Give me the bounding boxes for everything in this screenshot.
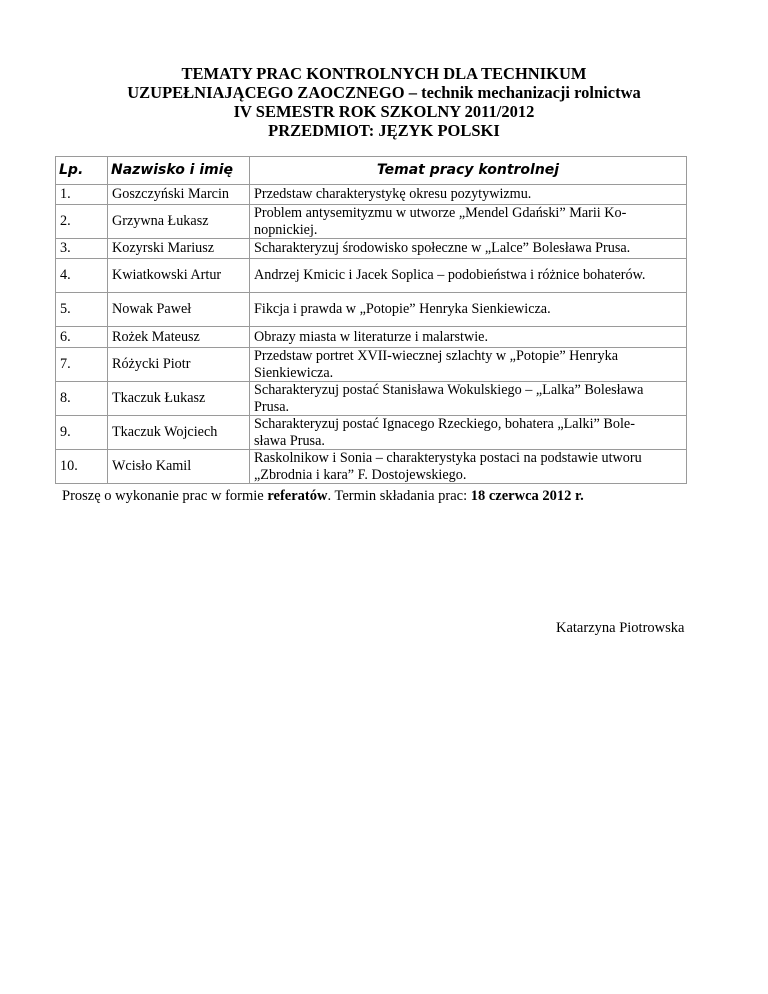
topic-line: Scharakteryzuj postać Stanisława Wokulskiego – „Lalka” Bolesława xyxy=(254,382,644,398)
student-name: Kozyrski Mariusz xyxy=(108,239,250,259)
student-name: Grzywna Łukasz xyxy=(108,205,250,239)
student-name: Wcisło Kamil xyxy=(108,450,250,484)
row-number: 1. xyxy=(56,185,108,205)
topic-line: Raskolnikow i Sonia – charakterystyka postaci na podstawie utworu xyxy=(254,450,642,466)
note-format: referatów xyxy=(267,488,328,504)
student-name: Rożek Mateusz xyxy=(108,327,250,348)
topic-cell xyxy=(250,450,687,484)
header-lp: Lp. xyxy=(56,157,108,185)
topic-line: Przedstaw portret XVII-wiecznej szlachty w „Potopie” Henryka xyxy=(254,348,619,364)
row-number: 7. xyxy=(56,348,108,382)
title-line-2: UZUPEŁNIAJĄCEGO ZAOCZNEGO – technik mechanizacji rolnictwa xyxy=(127,83,641,102)
table-row xyxy=(56,450,687,484)
document-title xyxy=(0,64,768,140)
header-topic: Temat pracy kontrolnej xyxy=(250,157,687,185)
topic-line: Fikcja i prawda w „Potopie” Henryka Sienkiewicza. xyxy=(254,301,551,318)
table-row xyxy=(56,185,687,205)
row-number: 3. xyxy=(56,239,108,259)
row-number: 4. xyxy=(56,259,108,293)
student-name: Różycki Piotr xyxy=(108,348,250,382)
title-line-1: TEMATY PRAC KONTROLNYCH DLA TECHNIKUM xyxy=(181,64,587,83)
topic-cell xyxy=(250,205,687,239)
submission-note xyxy=(62,488,584,505)
topic-line-continued: Sienkiewicza. xyxy=(254,364,334,381)
row-number: 10. xyxy=(56,450,108,484)
table-row xyxy=(56,239,687,259)
topic-line: Scharakteryzuj środowisko społeczne w „Lalce” Bolesława Prusa. xyxy=(254,240,631,257)
topic-line: Przedstaw charakterystykę okresu pozytywizmu. xyxy=(254,186,532,203)
note-text-2: . Termin składania prac: xyxy=(327,488,471,504)
note-text-1: Proszę o wykonanie prac w formie xyxy=(62,488,268,504)
student-name: Kwiatkowski Artur xyxy=(108,259,250,293)
row-number: 6. xyxy=(56,327,108,348)
title-line-4: PRZEDMIOT: JĘZYK POLSKI xyxy=(268,121,500,140)
row-number: 9. xyxy=(56,416,108,450)
topic-cell xyxy=(250,327,687,348)
table-header-row xyxy=(56,157,687,185)
table-row xyxy=(56,259,687,293)
table-row xyxy=(56,205,687,239)
teacher-signature: Katarzyna Piotrowska xyxy=(556,620,685,636)
topics-table xyxy=(55,156,687,484)
row-number: 2. xyxy=(56,205,108,239)
table-row xyxy=(56,348,687,382)
topic-cell xyxy=(250,185,687,205)
topic-line: Andrzej Kmicic i Jacek Soplica – podobieństwa i różnice bohaterów. xyxy=(254,267,646,284)
note-deadline: 18 czerwca 2012 r. xyxy=(470,488,584,504)
topic-line-continued: „Zbrodnia i kara” F. Dostojewskiego. xyxy=(254,466,467,483)
topic-line: Obrazy miasta w literaturze i malarstwie. xyxy=(254,328,488,345)
topic-cell xyxy=(250,259,687,293)
topic-cell xyxy=(250,416,687,450)
student-name: Tkaczuk Łukasz xyxy=(108,382,250,416)
topic-cell xyxy=(250,382,687,416)
topic-cell xyxy=(250,293,687,327)
topic-line-continued: Prusa. xyxy=(254,398,290,415)
topic-cell xyxy=(250,239,687,259)
topic-line-continued: sława Prusa. xyxy=(254,432,325,449)
topic-line-continued: nopnickiej. xyxy=(254,221,318,238)
student-name: Tkaczuk Wojciech xyxy=(108,416,250,450)
topic-cell xyxy=(250,348,687,382)
table-row xyxy=(56,327,687,348)
table-row xyxy=(56,416,687,450)
student-name: Nowak Paweł xyxy=(108,293,250,327)
topic-line: Scharakteryzuj postać Ignacego Rzeckiego, bohatera „Lalki” Bole- xyxy=(254,416,635,432)
topic-line: Problem antysemityzmu w utworze „Mendel Gdański” Marii Ko- xyxy=(254,205,627,221)
title-line-3: IV SEMESTR ROK SZKOLNY 2011/2012 xyxy=(233,102,535,121)
row-number: 8. xyxy=(56,382,108,416)
header-name: Nazwisko i imię xyxy=(108,157,250,185)
student-name: Goszczyński Marcin xyxy=(108,185,250,205)
table-row xyxy=(56,293,687,327)
row-number: 5. xyxy=(56,293,108,327)
table-row xyxy=(56,382,687,416)
